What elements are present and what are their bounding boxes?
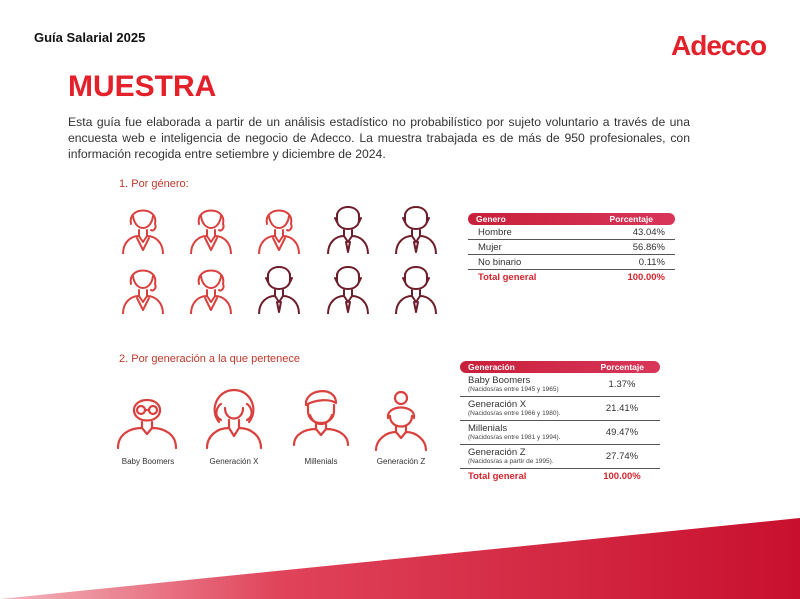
table-row [468,240,675,255]
man-icon [392,258,440,314]
table-row [460,421,660,445]
row-value: 43.04% [632,226,665,238]
adecco-logo: Adecco [671,30,767,61]
row-value: 0.11% [638,256,665,268]
man-icon [324,258,372,314]
table-row [460,373,660,397]
table-row [468,255,675,270]
footer-decorative-band [0,518,800,599]
woman-icon [187,198,235,254]
table-total-row [460,469,660,484]
gender-column-header: Genero [476,214,506,224]
percent-column-header: Porcentaje [600,362,644,372]
man-icon [255,258,303,314]
millennial-icon [286,383,356,447]
row-label: Hombre [478,226,512,238]
gender-table [468,213,675,285]
total-value: 100.00% [627,272,665,283]
total-label: Total general [478,272,537,283]
row-value: 27.74% [605,451,639,462]
table-total-row [468,270,675,285]
generation-label: Generación X [209,457,259,466]
row-sublabel: (Nacidos/as entre 1966 y 1980). [468,409,561,417]
row-label: Generación Z [468,446,526,458]
generation-column-header: Generación [468,362,515,372]
generation-label: Baby Boomers [121,457,175,466]
generation-section-title: 2. Por generación a la que pertenece [119,353,301,365]
woman-icon [255,198,303,254]
percent-column-header: Porcentaje [609,214,653,224]
row-sublabel: (Nacidos/as entre 1981 y 1994). [468,433,561,441]
intro-paragraph: Esta guía fue elaborada a partir de un análisis estadístico no probabilístico por sujeto voluntario a través de una encuesta web e inteligencia de negocio de Adecco. La muestra trabajada es de más de 950 profesionales, con información recogida entre setiembre y diciembre de 2024. [68,115,690,161]
generation-label: Generación Z [376,457,426,466]
gender-section-title: 1. Por género: [119,178,189,190]
row-label: Mujer [478,241,502,253]
row-label: Millenials [468,422,508,434]
row-sublabel: (Nacidos/as entre 1945 y 1965) [468,385,559,393]
generation-x-icon [199,386,269,450]
row-value: 1.37% [608,379,636,390]
row-label: Baby Boomers [468,374,531,386]
total-value: 100.00% [603,471,641,482]
total-label: Total general [468,471,527,482]
row-sublabel: (Nacidos/as a partir de 1995). [468,457,554,465]
woman-icon [119,258,167,314]
row-label: No binario [478,256,522,268]
man-icon [392,198,440,254]
woman-icon [187,258,235,314]
page-title: MUESTRA [68,70,217,103]
table-row [460,397,660,421]
generation-table-header [460,361,660,373]
row-label: Generación X [468,398,527,410]
gender-table-header [468,213,675,225]
table-row [460,445,660,469]
document-header-title: Guía Salarial 2025 [34,30,146,45]
row-value: 49.47% [605,427,639,438]
woman-icon [119,198,167,254]
generation-label: Millenials [304,457,338,466]
generation-table [460,361,660,484]
table-row [468,225,675,240]
row-value: 21.41% [605,403,639,414]
man-icon [324,198,372,254]
generation-z-icon [366,388,436,452]
baby-boomer-icon [112,386,182,450]
row-value: 56.86% [632,241,665,253]
